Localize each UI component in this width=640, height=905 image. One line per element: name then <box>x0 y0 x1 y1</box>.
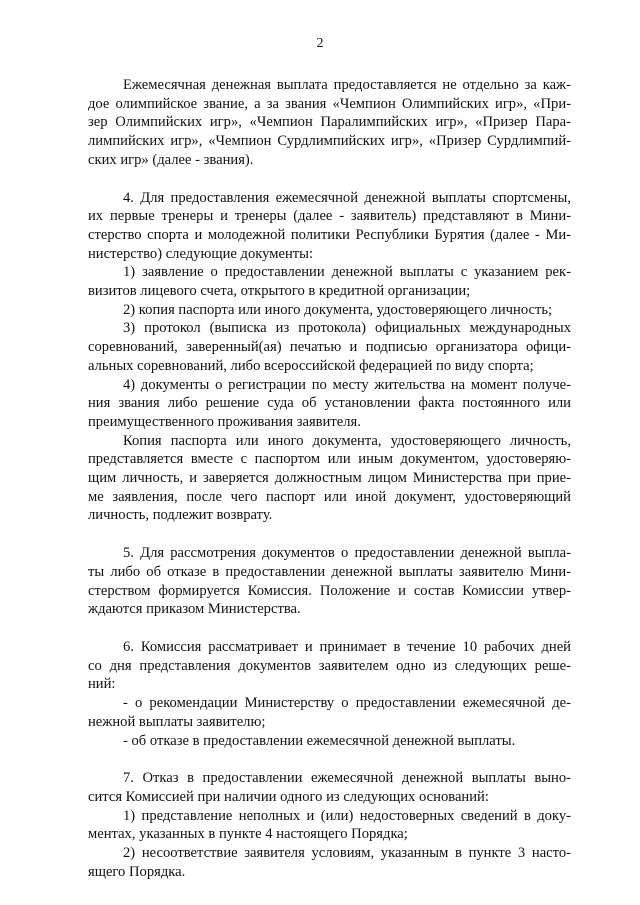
text-line: сится Комиссией при наличии одного из следующих оснований: <box>88 788 489 805</box>
text-line: Ежемесячная денежная выплата предоставляется не отдельно за каж- <box>123 77 571 93</box>
paragraph-item-4-copy <box>88 432 571 526</box>
paragraph-gap <box>88 750 571 769</box>
paragraph-item-4 <box>88 189 571 264</box>
text-line: визитов лицевого счета, открытого в кредитной организации; <box>88 283 471 300</box>
paragraph-intro <box>88 76 571 170</box>
paragraph-item-7-2 <box>88 844 571 881</box>
paragraph-item-4-4 <box>88 376 571 432</box>
text-line: 1) заявление о предоставлении денежной выплаты с указанием рек- <box>123 264 571 281</box>
paragraph-item-6-a <box>88 694 571 731</box>
text-line: Копия паспорта или иного документа, удостоверяющего личность, <box>123 432 571 449</box>
text-line: альных соревнований, либо всероссийской федерацией по виду спорта; <box>88 357 534 374</box>
text-line: - об отказе в предоставлении ежемесячной денежной выплаты. <box>123 732 516 749</box>
paragraph-gap <box>88 619 571 638</box>
text-line: 6. Комиссия рассматривает и принимает в течение 10 рабочих дней <box>123 638 571 655</box>
text-line: ме заявления, после чего паспорт или иной документ, удостоверяющий <box>88 488 571 505</box>
text-line: зер Олимпийских игр», «Чемпион Паралимпийских игр», «Призер Пара- <box>88 114 571 131</box>
text-line: ния звания либо решение суда об установлении факта постоянного или <box>88 395 571 412</box>
text-line: - о рекомендации Министерству о предоставлении ежемесячной де- <box>123 695 571 712</box>
text-line: нежной выплаты заявителю; <box>88 713 266 730</box>
text-line: преимущественного проживания заявителя. <box>88 413 361 430</box>
text-line: щим личность, и заверяется должностным лицом Министерства при прие- <box>88 470 571 487</box>
paragraph-item-6-b <box>88 732 571 751</box>
text-line: их первые тренеры и тренеры (далее - заявитель) представляют в Мини- <box>88 208 571 225</box>
text-line: 5. Для рассмотрения документов о предоставлении денежной выпла- <box>123 545 571 562</box>
paragraph-item-6 <box>88 638 571 694</box>
text-line: 2) несоответствие заявителя условиям, указанным в пункте 3 насто- <box>123 845 571 862</box>
text-line: 2) копия паспорта или иного документа, удостоверяющего личность; <box>123 301 553 318</box>
text-line: соревнований, заверенный(ая) печатью и подписью организатора офици- <box>88 339 571 356</box>
paragraph-item-4-2 <box>88 301 571 320</box>
text-line: стерством формируется Комиссия. Положение и состав Комиссии утвер- <box>88 582 571 599</box>
paragraph-gap <box>88 170 571 189</box>
text-line: стерство спорта и молодежной политики Республики Бурятия (далее - Ми- <box>88 226 571 243</box>
paragraph-item-4-3 <box>88 319 571 375</box>
text-line: ты либо об отказе в предоставлении денежной выплаты заявителю Мини- <box>88 563 571 580</box>
text-line: 4. Для предоставления ежемесячной денежной выплаты спортсмены, <box>123 189 571 206</box>
text-line: ний: <box>88 676 116 693</box>
text-line: представляется вместе с паспортом или иным документом, удостоверяю- <box>88 451 571 468</box>
text-line: 7. Отказ в предоставлении ежемесячной денежной выплаты выно- <box>123 770 571 787</box>
text-line: 1) представление неполных и (или) недостоверных сведений в доку- <box>123 807 571 824</box>
paragraph-item-4-1 <box>88 263 571 300</box>
text-line: личность, подлежит возврату. <box>88 507 273 524</box>
text-line: 3) протокол (выписка из протокола) официальных международных <box>123 320 571 337</box>
text-line: ских игр» (далее - звания). <box>88 151 254 168</box>
text-line: ящего Порядка. <box>88 863 186 880</box>
text-line: нистерство) следующие документы: <box>88 245 314 262</box>
text-line: ждаются приказом Министерства. <box>88 601 301 618</box>
text-line: со дня представления документов заявителем одно из следующих реше- <box>88 657 571 674</box>
text-line: лимпийских игр», «Чемпион Сурдлимпийских игр», «Призер Сурдлимпий- <box>88 133 571 150</box>
paragraph-item-7-1 <box>88 807 571 844</box>
text-line: 4) документы о регистрации по месту жительства на момент получе- <box>123 376 571 393</box>
page-number: 2 <box>316 36 324 51</box>
paragraph-item-7 <box>88 769 571 806</box>
document-body <box>88 76 571 881</box>
text-line: дое олимпийское звание, а за звания «Чемпион Олимпийских игр», «При- <box>88 95 571 112</box>
paragraph-item-5 <box>88 544 571 619</box>
text-line: ментах, указанных в пункте 4 настоящего Порядка; <box>88 826 408 843</box>
paragraph-gap <box>88 525 571 544</box>
